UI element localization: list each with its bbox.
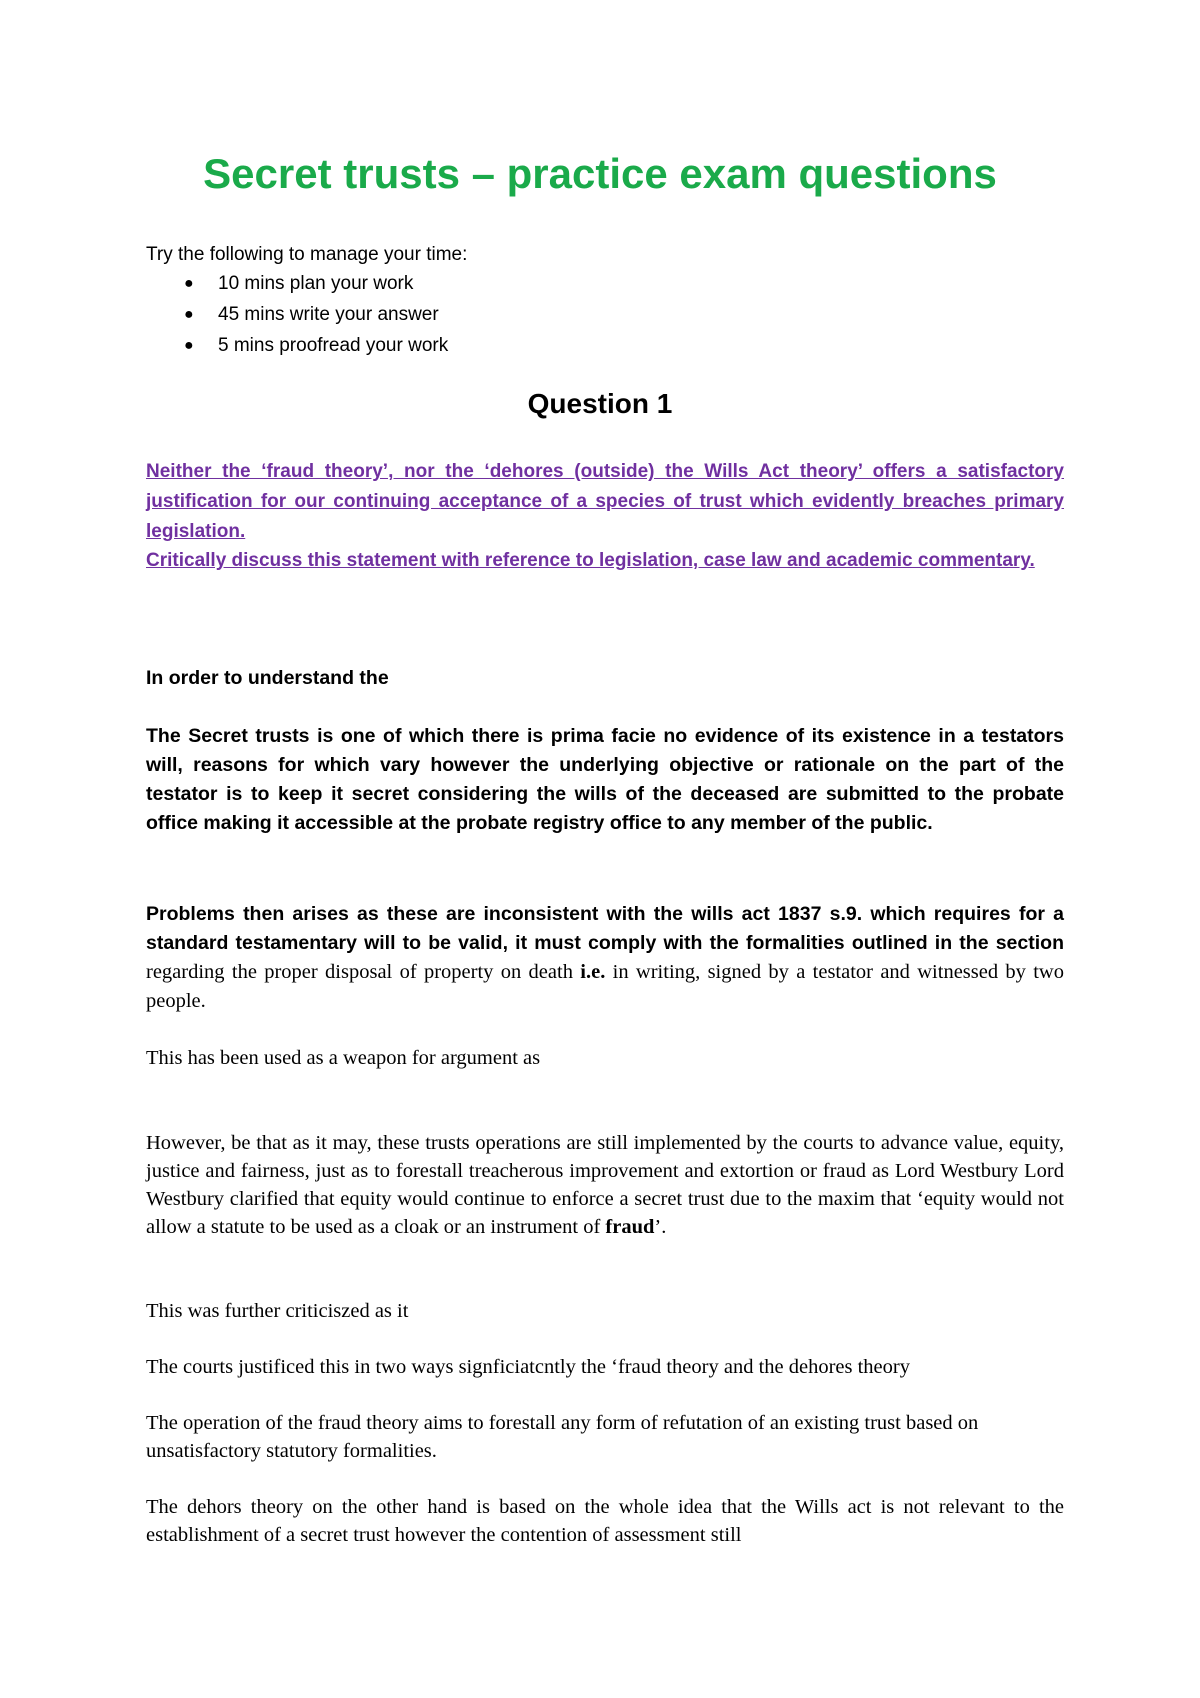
tip-text: 5 mins proofread your work [218,335,449,356]
tip-text: 10 mins plan your work [218,273,414,294]
answer-bold-text: Problems then arises as these are inconsistent with the wills act 1837 s.9. which requires for a standard testamentary will to be valid, it must comply with the formalities outlined in the section [146,903,1064,954]
bullet-icon: ● [184,275,194,292]
answer-paragraph [146,900,1064,1016]
answer-plain-text: regarding the proper disposal of property on death [146,961,581,983]
list-item [146,299,448,330]
answer-paragraph: This has been used as a weapon for argument as [146,1047,541,1069]
intro-text: Try the following to manage your time: [146,244,468,265]
bullet-icon: ● [184,337,194,354]
question-heading: Question 1 [527,388,673,419]
bullet-icon: ● [184,306,194,323]
question-instruction: Critically discuss this statement with reference to legislation, case law and academic commentary. [146,550,1035,571]
document-title: Secret trusts – practice exam questions [203,150,997,197]
answer-paragraph: This was further criticiszed as it [146,1300,409,1322]
answer-paragraph: The Secret trusts is one of which there is prima facie no evidence of its existence in a testators will, reasons for which vary however the underlying objective or rationale on the part of the testator is to keep it secret considering the wills of the deceased are submitted to the probate office making it accessible at the probate registry office to any member of the public. [146,725,1064,834]
list-item [146,268,448,299]
question-statement: Neither the ‘fraud theory’, nor the ‘dehores (outside) the Wills Act theory’ offers a satisfactory justification for our continuing acceptance of a species of trust which evidently breaches primary legislation. [146,461,1064,542]
answer-paragraph [146,1129,1064,1241]
time-tips-list [146,268,448,361]
list-item [146,330,448,361]
answer-plain-text: in writing, signed by a testator and witnessed by two people. [146,961,1064,1012]
answer-paragraph: The dehors theory on the other hand is based on the whole idea that the Wills act is not relevant to the establishment of a secret trust however the contention of assessment still [146,1496,1064,1546]
answer-ie-text: i.e. [580,961,606,983]
answer-fraud-text: fraud [605,1216,655,1238]
answer-plain-text: However, be that as it may, these trusts operations are still implemented by the courts to advance value, equity, justice and fairness, just as to forestall treacherous improvement and extortion or fraud as Lord Westbury Lord Westbury clarified that equity would continue to enforce a secret trust due to the maxim that ‘equity would not allow a statute to be used as a cloak or an instrument of [146,1132,1064,1238]
answer-paragraph: The courts justificed this in two ways signficiatcntly the ‘fraud theory and the dehores theory [146,1356,910,1378]
answer-plain-text: ’. [654,1216,667,1238]
answer-paragraph: The operation of the fraud theory aims to forestall any form of refutation of an existing trust based on unsatisfactory statutory formalities. [146,1412,979,1462]
tip-text: 45 mins write your answer [218,304,439,325]
answer-paragraph: In order to understand the [146,667,389,689]
